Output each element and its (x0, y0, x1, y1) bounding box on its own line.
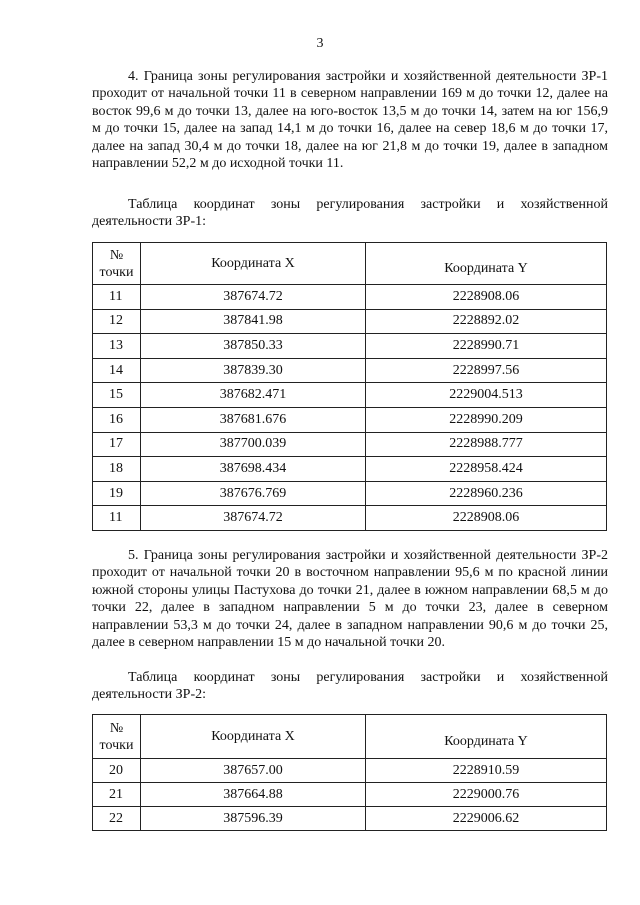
point-number-cell: 11 (93, 506, 141, 531)
coordinate-y-cell: 2228990.71 (366, 334, 607, 359)
point-number-cell: 14 (93, 358, 141, 383)
coordinate-x-cell: 387676.769 (141, 481, 366, 506)
table-header-row (93, 715, 607, 759)
coordinate-x-cell: 387674.72 (141, 285, 366, 310)
table-row (93, 506, 607, 531)
section-5-paragraph: 5. Граница зоны регулирования застройки и хозяйственной деятельности ЗР-2 проходит от начальной точки 20 в восточном направлении 95,6 м по красной линии южной стороны улицы Пастухова до точки 21, далее в южном направлении 68,5 м до точки 22, далее в западном направлении 5 м до точки 23, далее в северном направлении 53,3 м до точки 24, далее в западном направлении 90,6 м до точки 25, далее в северном направлении 15 м до начальной точки 20. (92, 548, 608, 651)
point-number-cell: 20 (93, 759, 141, 783)
coordinate-y-cell: 2228892.02 (366, 309, 607, 334)
header-num-symbol: № (109, 720, 124, 736)
table-row (93, 807, 607, 831)
table-row (93, 481, 607, 506)
coordinate-y-cell: 2228997.56 (366, 358, 607, 383)
point-number-cell: 12 (93, 309, 141, 334)
coordinate-x-cell: 387664.88 (141, 783, 366, 807)
coordinate-y-cell: 2228990.209 (366, 407, 607, 432)
coordinate-x-cell: 387682.471 (141, 383, 366, 408)
coordinate-x-cell: 387839.30 (141, 358, 366, 383)
table-row (93, 285, 607, 310)
header-num-word: точки (99, 264, 134, 280)
header-coordinate-y: Координата Y (366, 715, 607, 759)
table-row (93, 407, 607, 432)
header-num-symbol: № (109, 247, 124, 263)
coordinate-y-cell: 2228908.06 (366, 285, 607, 310)
point-number-cell: 15 (93, 383, 141, 408)
coordinate-y-cell: 2228958.424 (366, 457, 607, 482)
point-number-cell: 19 (93, 481, 141, 506)
section-4-paragraph: 4. Граница зоны регулирования застройки и хозяйственной деятельности ЗР-1 проходит от начальной точки 11 в северном направлении 169 м до точки 12, далее на восток 99,6 м до точки 13, далее на юго-восток 13,5 м до точки 14, затем на юг 156,9 м до точки 15, далее на запад 14,1 м до точки 16, далее на север 18,6 м до точки 17, далее на запад 30,4 м до точки 18, далее на юг 21,8 м до точки 19, далее в западном направлении 52,2 м до исходной точки 11. (92, 69, 608, 172)
coordinate-x-cell: 387657.00 (141, 759, 366, 783)
coordinate-x-cell: 387841.98 (141, 309, 366, 334)
point-number-cell: 11 (93, 285, 141, 310)
page-number: 3 (316, 36, 324, 51)
coordinate-y-cell: 2228960.236 (366, 481, 607, 506)
header-point-number (93, 243, 141, 285)
coordinate-x-cell: 387698.434 (141, 457, 366, 482)
coordinate-x-cell: 387700.039 (141, 432, 366, 457)
table-row (93, 309, 607, 334)
table-row (93, 383, 607, 408)
header-point-number (93, 715, 141, 759)
table-header-row (93, 243, 607, 285)
point-number-cell: 21 (93, 783, 141, 807)
table-row (93, 457, 607, 482)
point-number-cell: 13 (93, 334, 141, 359)
coordinate-y-cell: 2229004.513 (366, 383, 607, 408)
coordinate-y-cell: 2229006.62 (366, 807, 607, 831)
coordinate-x-cell: 387674.72 (141, 506, 366, 531)
table-row (93, 432, 607, 457)
table-row (93, 759, 607, 783)
coordinate-y-cell: 2228908.06 (366, 506, 607, 531)
point-number-cell: 16 (93, 407, 141, 432)
table-row (93, 358, 607, 383)
coordinate-x-cell: 387681.676 (141, 407, 366, 432)
table-row (93, 334, 607, 359)
point-number-cell: 22 (93, 807, 141, 831)
header-coordinate-x: Координата X (141, 243, 366, 285)
coordinate-y-cell: 2228910.59 (366, 759, 607, 783)
header-coordinate-x: Координата X (141, 715, 366, 759)
coordinate-y-cell: 2229000.76 (366, 783, 607, 807)
header-num-word: точки (99, 737, 134, 753)
section-5-table-caption: Таблица координат зоны регулирования застройки и хозяйственной деятельности ЗР-2: (92, 670, 608, 703)
coordinate-y-cell: 2228988.777 (366, 432, 607, 457)
coordinates-table-zr1 (92, 242, 607, 531)
coordinates-table-zr2 (92, 714, 607, 831)
section-4-table-caption: Таблица координат зоны регулирования застройки и хозяйственной деятельности ЗР-1: (92, 197, 608, 230)
coordinate-x-cell: 387850.33 (141, 334, 366, 359)
point-number-cell: 18 (93, 457, 141, 482)
table-row (93, 783, 607, 807)
header-coordinate-y: Координата Y (366, 243, 607, 285)
coordinate-x-cell: 387596.39 (141, 807, 366, 831)
point-number-cell: 17 (93, 432, 141, 457)
